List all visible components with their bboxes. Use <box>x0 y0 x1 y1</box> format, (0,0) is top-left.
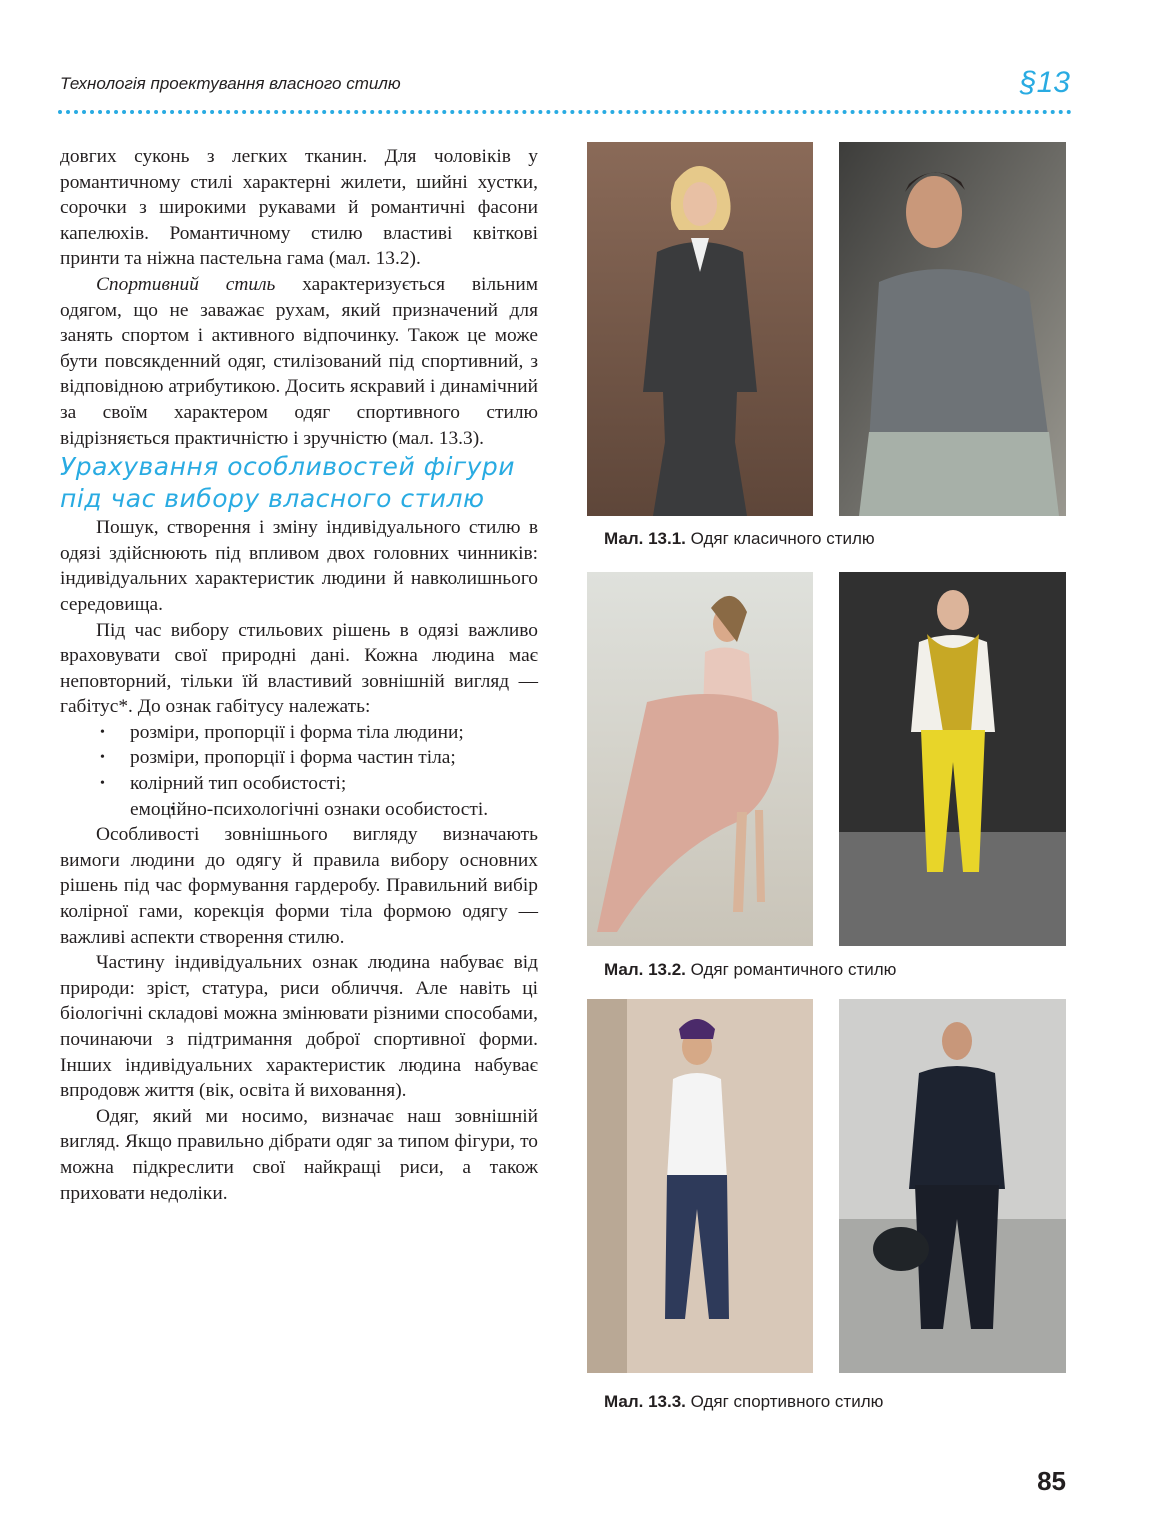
paragraph-clothing-figure: Одяг, який ми носимо, визначає наш зовнішній вигляд. Якщо правильно дібрати одяг за типом фігури, то можна підкреслити свої найкращі риси, а також приховати недоліки. <box>60 1105 538 1204</box>
section-number: §13 <box>1019 66 1070 99</box>
list-item: • розміри, пропорції і форма тіла людини; <box>60 720 538 746</box>
paragraph-habitus: Під час вибору стильових рішень в одязі важливо враховувати свої природні дані. Кожна людина має неповторний, тільки їй властивий зовнішній вигляд — габітус*. До ознак габітусу належать: <box>60 619 538 718</box>
main-text-column <box>60 144 538 1206</box>
photo-sport-man <box>839 999 1066 1373</box>
figure-caption-13-2 <box>604 960 896 980</box>
paragraph-sport-style-text: характеризується вільним одягом, що не заважає рухам, який призначений для занять спортом і активного відпочинку. Також це може бути повсякденний одяг, стилізований під спортивний, з відповідною атрибутикою. Досить яскравий і динамічний за своїм характером одяг спортивного стилю відрізняється практичністю і зручністю (мал. 13.3). <box>60 273 538 449</box>
photo-classic-man <box>839 142 1066 516</box>
paragraph-romantic-continued: довгих суконь з легких тканин. Для чоловіків у романтичному стилі характерні жилети, шийні хустки, сорочки з широкими рукавами й романтичні фасони капелюхів. Романтичному стилю властиві квіткові принти та ніжна пастельна гама (мал. 13.2). <box>60 146 538 270</box>
figure-caption-13-3 <box>604 1392 883 1412</box>
running-header-title: Технологія проектування власного стилю <box>60 74 401 93</box>
paragraph-appearance: Особливості зовнішнього вигляду визначають вимоги людини до одягу й правила вибору основних рішень під час формування гардеробу. Правильний вибір колірної гами, корекція форми тіла формою одягу — важливі аспекти створення стилю. <box>60 824 538 948</box>
figure-caption-text: Одяг спортивного стилю <box>685 1392 884 1411</box>
section-subheading: Урахування особливостей фігури під час вибору власного стилю <box>60 452 516 514</box>
list-item: • емоційно-психологічні ознаки особистості. <box>60 797 538 823</box>
figure-label: Мал. 13.1. <box>604 529 686 548</box>
paragraph-sport-style <box>60 272 538 451</box>
paragraph-natural-traits: Частину індивідуальних ознак людина набуває від природи: зріст, статура, риси обличчя. Але навіть ці біологічні складові можна змінювати різними способами, починаючи з підтримання доброї спортивної форми. Інших індивідуальних характеристик людина набуває впродовж життя (вік, освіта й виховання). <box>60 952 538 1102</box>
header-dotted-rule <box>58 110 1072 114</box>
paragraph-style-factors: Пошук, створення і зміну індивідуального стилю в одязі здійснюють під впливом двох головних чинників: індивідуальних характеристик людини й навколишнього середовища. <box>60 517 538 615</box>
page-number: 85 <box>1037 1466 1066 1496</box>
habitus-features-list <box>60 720 538 822</box>
list-item: • розміри, пропорції і форма частин тіла; <box>60 745 538 771</box>
figure-caption-13-1 <box>604 529 875 549</box>
list-item: • колірний тип особистості; <box>60 771 538 797</box>
photo-classic-woman <box>587 142 813 516</box>
term-sport-style: Спортивний стиль <box>96 273 276 295</box>
figure-caption-text: Одяг класичного стилю <box>685 529 875 548</box>
figure-label: Мал. 13.2. <box>604 960 686 979</box>
figure-label: Мал. 13.3. <box>604 1392 686 1411</box>
photo-romantic-woman <box>587 572 813 946</box>
figure-caption-text: Одяг романтичного стилю <box>685 960 897 979</box>
photo-romantic-man <box>839 572 1066 946</box>
photo-sport-woman <box>587 999 813 1373</box>
